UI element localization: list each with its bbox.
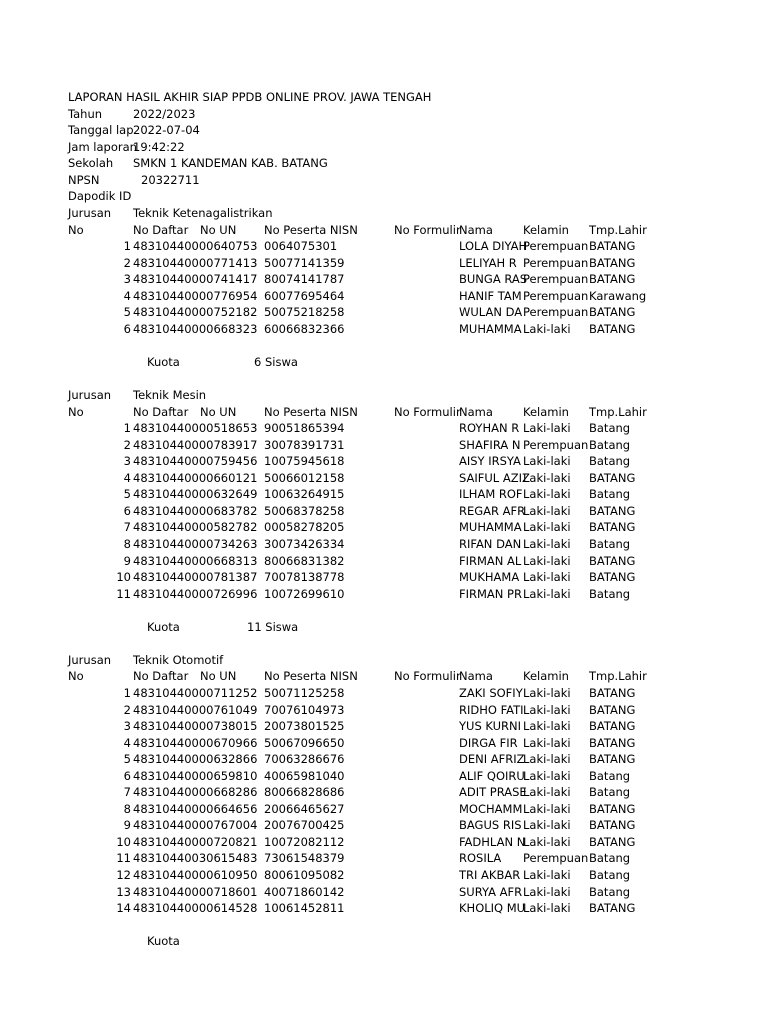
- row-no-peserta-nisn: 60077695464: [264, 288, 345, 303]
- row-no-daftar-un: 48310440000711252: [133, 685, 258, 700]
- row-kelamin: Laki-laki: [523, 702, 571, 717]
- col-no-daftar-header: No Daftar: [133, 669, 189, 684]
- row-no: 14: [116, 901, 131, 916]
- row-kelamin: Laki-laki: [523, 752, 571, 767]
- row-no: 4: [123, 288, 131, 303]
- row-no-peserta-nisn: 50066012158: [264, 470, 345, 485]
- npsn-value: 20322711: [141, 173, 200, 187]
- row-no-peserta-nisn: 20073801525: [264, 719, 345, 734]
- row-no-daftar-un: 48310440000668313: [133, 553, 258, 568]
- row-no-peserta-nisn: 70076104973: [264, 702, 345, 717]
- table-row: [0, 503, 768, 520]
- row-no: 10: [116, 570, 131, 585]
- row-nama: REGAR AFR: [459, 503, 526, 518]
- row-tmp-lahir: Batang: [589, 785, 631, 800]
- row-tmp-lahir: BATANG: [589, 321, 636, 336]
- row-no-daftar-un: 48310440000668286: [133, 785, 258, 800]
- col-nama-header: Nama: [459, 404, 493, 419]
- row-nama: SHAFIRA N: [459, 437, 521, 452]
- row-no-daftar-un: 48310440000752182: [133, 305, 258, 320]
- row-no-daftar-un: 48310440000781387: [133, 570, 258, 585]
- table-row: [0, 735, 768, 752]
- table-row: [0, 867, 768, 884]
- row-no: 6: [123, 503, 131, 518]
- col-no-un-header: No UN: [200, 222, 237, 237]
- col-no-peserta-nisn-header: No Peserta NISN: [264, 669, 358, 684]
- row-nama: ROSILA: [459, 851, 502, 866]
- row-no-peserta-nisn: 50067096650: [264, 735, 345, 750]
- col-no-header: No: [68, 404, 84, 419]
- row-no: 5: [123, 305, 131, 320]
- row-tmp-lahir: Batang: [589, 487, 631, 502]
- table-row: [0, 702, 768, 719]
- row-kelamin: Laki-laki: [523, 553, 571, 568]
- row-tmp-lahir: BATANG: [589, 553, 636, 568]
- row-tmp-lahir: Batang: [589, 586, 631, 601]
- row-nama: MUHAMMA: [459, 520, 522, 535]
- row-no: 8: [123, 537, 131, 551]
- kuota-value: [254, 933, 334, 950]
- tanggal-label: Tanggal lap: [68, 123, 134, 137]
- row-no-peserta-nisn: 10072082112: [264, 834, 345, 849]
- row-nama: LELIYAH R: [459, 255, 517, 270]
- col-kelamin-header: Kelamin: [523, 404, 569, 419]
- row-kelamin: Laki-laki: [523, 570, 571, 585]
- row-no-daftar-un: 48310440000726996: [133, 586, 258, 601]
- row-nama: MUHAMMA: [459, 321, 522, 336]
- table-row: [0, 751, 768, 768]
- row-kelamin: Laki-laki: [523, 801, 571, 816]
- table-row: [0, 817, 768, 834]
- row-no-peserta-nisn: 00058278205: [264, 520, 345, 535]
- row-no: 8: [123, 801, 131, 816]
- row-kelamin: Laki-laki: [523, 818, 571, 833]
- row-nama: RIDHO FATI: [459, 702, 524, 717]
- table-row: [0, 238, 768, 255]
- row-no-daftar-un: 48310440000738015: [133, 719, 258, 734]
- row-kelamin: Perempuan: [523, 305, 589, 320]
- row-nama: ADIT PRASE: [459, 785, 527, 800]
- sekolah-label: Sekolah: [68, 156, 114, 170]
- row-nama: ZAKI SOFIY: [459, 685, 523, 700]
- row-nama: FADHLAN N: [459, 834, 526, 849]
- row-no-peserta-nisn: 60066832366: [264, 321, 345, 336]
- row-kelamin: Laki-laki: [523, 321, 571, 336]
- row-no: 10: [116, 834, 131, 849]
- row-no: 11: [116, 851, 131, 866]
- row-no-peserta-nisn: 0064075301: [264, 239, 338, 254]
- row-kelamin: Perempuan: [523, 272, 589, 287]
- sekolah-row: [0, 155, 768, 172]
- jam-value: 19:42:22: [133, 140, 185, 154]
- row-tmp-lahir: Batang: [589, 868, 631, 882]
- row-kelamin: Laki-laki: [523, 768, 571, 783]
- row-no-peserta-nisn: 80066831382: [264, 553, 345, 568]
- row-tmp-lahir: BATANG: [589, 470, 636, 485]
- row-no-daftar-un: 48310440000767004: [133, 818, 258, 833]
- row-nama: BUNGA RAS: [459, 272, 528, 287]
- row-no-daftar-un: 48310440000668323: [133, 321, 258, 336]
- row-no-daftar-un: 48310440000640753: [133, 239, 258, 254]
- jurusan-name: Teknik Otomotif: [133, 652, 224, 667]
- row-tmp-lahir: BATANG: [589, 305, 636, 320]
- table-row: [0, 834, 768, 851]
- row-no: 11: [116, 586, 131, 601]
- row-no-peserta-nisn: 80074141787: [264, 272, 345, 287]
- row-nama: FIRMAN PR: [459, 586, 522, 601]
- col-no-peserta-nisn-header: No Peserta NISN: [264, 222, 358, 237]
- row-tmp-lahir: BATANG: [589, 702, 636, 717]
- kuota-row: [0, 933, 768, 950]
- jurusan-row: [0, 205, 768, 222]
- table-row: [0, 586, 768, 603]
- jurusan-row: [0, 652, 768, 669]
- row-nama: DENI AFRIZ: [459, 752, 525, 767]
- row-tmp-lahir: Karawang: [589, 288, 647, 303]
- row-no: 2: [123, 437, 131, 452]
- row-nama: BAGUS RIS: [459, 818, 522, 833]
- table-row: [0, 536, 768, 553]
- col-kelamin-header: Kelamin: [523, 222, 569, 237]
- row-tmp-lahir: Batang: [589, 421, 631, 436]
- row-kelamin: Perempuan: [523, 255, 589, 270]
- row-nama: FIRMAN AL: [459, 553, 522, 568]
- row-tmp-lahir: BATANG: [589, 735, 636, 750]
- row-no-daftar-un: 48310440000670966: [133, 735, 258, 750]
- row-nama: HANIF TAM: [459, 288, 522, 303]
- table-row: [0, 288, 768, 305]
- row-no-peserta-nisn: 30078391731: [264, 437, 345, 452]
- table-row: [0, 850, 768, 867]
- row-tmp-lahir: Batang: [589, 884, 631, 899]
- row-kelamin: Perempuan: [523, 239, 589, 254]
- row-tmp-lahir: BATANG: [589, 520, 636, 535]
- row-kelamin: Laki-laki: [523, 503, 571, 518]
- dapodik-row: [0, 188, 768, 205]
- tanggal-row: [0, 122, 768, 139]
- table-header-row: [0, 404, 768, 421]
- row-no-daftar-un: 48310440000741417: [133, 272, 258, 287]
- row-kelamin: Laki-laki: [523, 735, 571, 750]
- row-no: 2: [123, 702, 131, 717]
- jurusan-label: Jurusan: [68, 652, 112, 667]
- row-no-daftar-un: 48310440000660121: [133, 470, 258, 485]
- row-kelamin: Laki-laki: [523, 520, 571, 535]
- row-nama: LOLA DIYAH: [459, 239, 528, 254]
- row-no-peserta-nisn: 10075945618: [264, 454, 345, 469]
- tahun-label: Tahun: [68, 107, 103, 121]
- table-header-row: [0, 222, 768, 239]
- col-no-un-header: No UN: [200, 404, 237, 419]
- table-row: [0, 437, 768, 454]
- jurusan-label: Jurusan: [68, 206, 112, 220]
- row-tmp-lahir: BATANG: [589, 255, 636, 270]
- row-no-daftar-un: 48310440000761049: [133, 702, 258, 717]
- table-row: [0, 718, 768, 735]
- row-no-daftar-un: 48310440000776954: [133, 288, 258, 303]
- col-tmp-lahir-header: Tmp.Lahir: [589, 669, 647, 684]
- row-nama: KHOLIQ MU: [459, 901, 526, 916]
- col-no-daftar-header: No Daftar: [133, 222, 189, 237]
- row-no-peserta-nisn: 50068378258: [264, 503, 345, 518]
- col-kelamin-header: Kelamin: [523, 669, 569, 684]
- row-tmp-lahir: BATANG: [589, 272, 636, 287]
- row-tmp-lahir: BATANG: [589, 752, 636, 767]
- col-no-peserta-nisn-header: No Peserta NISN: [264, 404, 358, 419]
- row-kelamin: Laki-laki: [523, 421, 571, 436]
- table-header-row: [0, 668, 768, 685]
- row-no: 1: [123, 421, 131, 436]
- row-kelamin: Laki-laki: [523, 487, 571, 502]
- table-row: [0, 553, 768, 570]
- row-nama: TRI AKBAR: [459, 868, 521, 882]
- row-no: 5: [123, 487, 131, 502]
- row-tmp-lahir: BATANG: [589, 503, 636, 518]
- row-no-peserta-nisn: 70063286676: [264, 752, 345, 767]
- row-no: 3: [123, 719, 131, 734]
- row-tmp-lahir: Batang: [589, 851, 631, 866]
- row-kelamin: Laki-laki: [523, 685, 571, 700]
- table-row: [0, 420, 768, 437]
- row-no-peserta-nisn: 30073426334: [264, 537, 345, 551]
- row-nama: MUKHAMA: [459, 570, 520, 585]
- row-no: 2: [123, 255, 131, 270]
- jurusan-name: Teknik Mesin: [133, 388, 207, 403]
- row-no-peserta-nisn: 40071860142: [264, 884, 345, 899]
- tahun-row: [0, 106, 768, 123]
- table-row: [0, 685, 768, 702]
- table-row: [0, 271, 768, 288]
- col-nama-header: Nama: [459, 222, 493, 237]
- npsn-row: [0, 172, 768, 189]
- row-kelamin: Perempuan: [523, 288, 589, 303]
- table-row: [0, 784, 768, 801]
- row-tmp-lahir: BATANG: [589, 570, 636, 585]
- report-title: LAPORAN HASIL AKHIR SIAP PPDB ONLINE PROV. JAWA TENGAH: [68, 90, 432, 104]
- row-no-daftar-un: 48310440000664656: [133, 801, 258, 816]
- row-nama: YUS KURNI: [459, 719, 522, 734]
- npsn-label: NPSN: [68, 173, 100, 187]
- row-kelamin: Laki-laki: [523, 834, 571, 849]
- row-no-peserta-nisn: 80066828686: [264, 785, 345, 800]
- row-no-peserta-nisn: 90051865394: [264, 421, 345, 436]
- row-no-daftar-un: 48310440000759456: [133, 454, 258, 469]
- row-no-peserta-nisn: 20076700425: [264, 818, 345, 833]
- row-no-peserta-nisn: 10063264915: [264, 487, 345, 502]
- row-no: 3: [123, 272, 131, 287]
- row-no-daftar-un: 48310440000518653: [133, 421, 258, 436]
- row-nama: ROYHAN R: [459, 421, 520, 436]
- row-no: 4: [123, 735, 131, 750]
- row-kelamin: Perempuan: [523, 437, 589, 452]
- row-kelamin: Perempuan: [523, 851, 589, 866]
- dapodik-label: Dapodik ID: [68, 189, 132, 203]
- row-no: 9: [123, 818, 131, 833]
- row-no-daftar-un: 48310440000582782: [133, 520, 258, 535]
- row-no-daftar-un: 48310440030615483: [133, 851, 258, 866]
- row-no-daftar-un: 48310440000632866: [133, 752, 258, 767]
- table-row: [0, 304, 768, 321]
- table-row: [0, 470, 768, 487]
- col-no-un-header: No UN: [200, 669, 237, 684]
- table-row: [0, 900, 768, 917]
- row-no-daftar-un: 48310440000783917: [133, 437, 258, 452]
- table-row: [0, 884, 768, 901]
- row-tmp-lahir: BATANG: [589, 801, 636, 816]
- table-row: [0, 801, 768, 818]
- row-no-daftar-un: 48310440000610950: [133, 868, 258, 882]
- row-no-peserta-nisn: 73061548379: [264, 851, 345, 866]
- row-no-peserta-nisn: 50075218258: [264, 305, 345, 320]
- table-row: [0, 255, 768, 272]
- table-row: [0, 569, 768, 586]
- row-kelamin: Laki-laki: [523, 785, 571, 800]
- row-no: 6: [123, 768, 131, 783]
- row-no-daftar-un: 48310440000659810: [133, 768, 258, 783]
- col-no-formulir-header: No Formulir: [394, 404, 461, 419]
- row-no-peserta-nisn: 50071125258: [264, 685, 345, 700]
- row-no-peserta-nisn: 20066465627: [264, 801, 345, 816]
- row-no-peserta-nisn: 40065981040: [264, 768, 345, 783]
- row-no-daftar-un: 48310440000632649: [133, 487, 258, 502]
- row-no-peserta-nisn: 50077141359: [264, 255, 345, 270]
- row-tmp-lahir: Batang: [589, 537, 631, 551]
- row-tmp-lahir: BATANG: [589, 685, 636, 700]
- kuota-value: 6 Siswa: [254, 354, 298, 369]
- col-tmp-lahir-header: Tmp.Lahir: [589, 222, 647, 237]
- table-row: [0, 453, 768, 470]
- row-nama: AISY IRSYA: [459, 454, 521, 469]
- row-no-daftar-un: 48310440000614528: [133, 901, 258, 916]
- col-no-formulir-header: No Formulir: [394, 669, 461, 684]
- tanggal-value: 2022-07-04: [133, 123, 200, 137]
- row-no: 7: [123, 520, 131, 535]
- row-no: 12: [116, 868, 131, 882]
- report-title-row: [0, 89, 768, 106]
- row-kelamin: Laki-laki: [523, 868, 571, 882]
- row-no: 3: [123, 454, 131, 469]
- kuota-row: [0, 354, 768, 371]
- kuota-label: Kuota: [147, 354, 180, 369]
- kuota-label: Kuota: [147, 619, 180, 634]
- row-no: 13: [116, 884, 131, 899]
- row-kelamin: Laki-laki: [523, 586, 571, 601]
- row-nama: MOCHAMM: [459, 801, 523, 816]
- col-tmp-lahir-header: Tmp.Lahir: [589, 404, 647, 419]
- row-no: 9: [123, 553, 131, 568]
- table-row: [0, 321, 768, 338]
- row-nama: SURYA AFR: [459, 884, 523, 899]
- row-nama: RIFAN DAN: [459, 537, 522, 551]
- row-tmp-lahir: BATANG: [589, 719, 636, 734]
- row-no: 5: [123, 752, 131, 767]
- row-nama: WULAN DA: [459, 305, 523, 320]
- tahun-value: 2022/2023: [133, 107, 196, 121]
- row-no-peserta-nisn: 10061452811: [264, 901, 345, 916]
- row-no: 6: [123, 321, 131, 336]
- row-no-peserta-nisn: 70078138778: [264, 570, 345, 585]
- table-row: [0, 486, 768, 503]
- jurusan-name: Teknik Ketenagalistrikan: [133, 206, 273, 220]
- row-nama: ALIF QOIRU: [459, 768, 525, 783]
- row-nama: ILHAM ROF: [459, 487, 523, 502]
- row-tmp-lahir: BATANG: [589, 818, 636, 833]
- row-no: 7: [123, 785, 131, 800]
- row-kelamin: Laki-laki: [523, 901, 571, 916]
- row-kelamin: Laki-laki: [523, 537, 571, 551]
- row-tmp-lahir: BATANG: [589, 239, 636, 254]
- col-no-header: No: [68, 669, 84, 684]
- kuota-value: 11 Siswa: [247, 619, 299, 634]
- row-kelamin: Laki-laki: [523, 719, 571, 734]
- col-no-header: No: [68, 222, 84, 237]
- jam-row: [0, 139, 768, 156]
- col-nama-header: Nama: [459, 669, 493, 684]
- row-nama: DIRGA FIR: [459, 735, 518, 750]
- col-no-formulir-header: No Formulir: [394, 222, 461, 237]
- row-tmp-lahir: Batang: [589, 454, 631, 469]
- row-tmp-lahir: BATANG: [589, 901, 636, 916]
- row-no: 1: [123, 685, 131, 700]
- row-no-daftar-un: 48310440000771413: [133, 255, 258, 270]
- row-tmp-lahir: Batang: [589, 437, 631, 452]
- row-no-peserta-nisn: 10072699610: [264, 586, 345, 601]
- sekolah-value: SMKN 1 KANDEMAN KAB. BATANG: [133, 156, 328, 170]
- jurusan-label: Jurusan: [68, 388, 112, 403]
- kuota-label: Kuota: [147, 934, 180, 949]
- table-row: [0, 768, 768, 785]
- row-kelamin: Laki-laki: [523, 470, 571, 485]
- jam-label: Jam laporan: [68, 140, 137, 154]
- jurusan-row: [0, 387, 768, 404]
- table-row: [0, 519, 768, 536]
- row-tmp-lahir: BATANG: [589, 834, 636, 849]
- row-no-daftar-un: 48310440000720821: [133, 834, 258, 849]
- row-no-daftar-un: 48310440000734263: [133, 537, 258, 551]
- row-tmp-lahir: Batang: [589, 768, 631, 783]
- row-no-daftar-un: 48310440000683782: [133, 503, 258, 518]
- row-nama: SAIFUL AZIZ: [459, 470, 530, 485]
- row-no: 4: [123, 470, 131, 485]
- kuota-row: [0, 619, 768, 636]
- row-no-daftar-un: 48310440000718601: [133, 884, 258, 899]
- row-kelamin: Laki-laki: [523, 884, 571, 899]
- row-no: 1: [123, 239, 131, 254]
- row-no-peserta-nisn: 80061095082: [264, 868, 345, 882]
- col-no-daftar-header: No Daftar: [133, 404, 189, 419]
- row-kelamin: Laki-laki: [523, 454, 571, 469]
